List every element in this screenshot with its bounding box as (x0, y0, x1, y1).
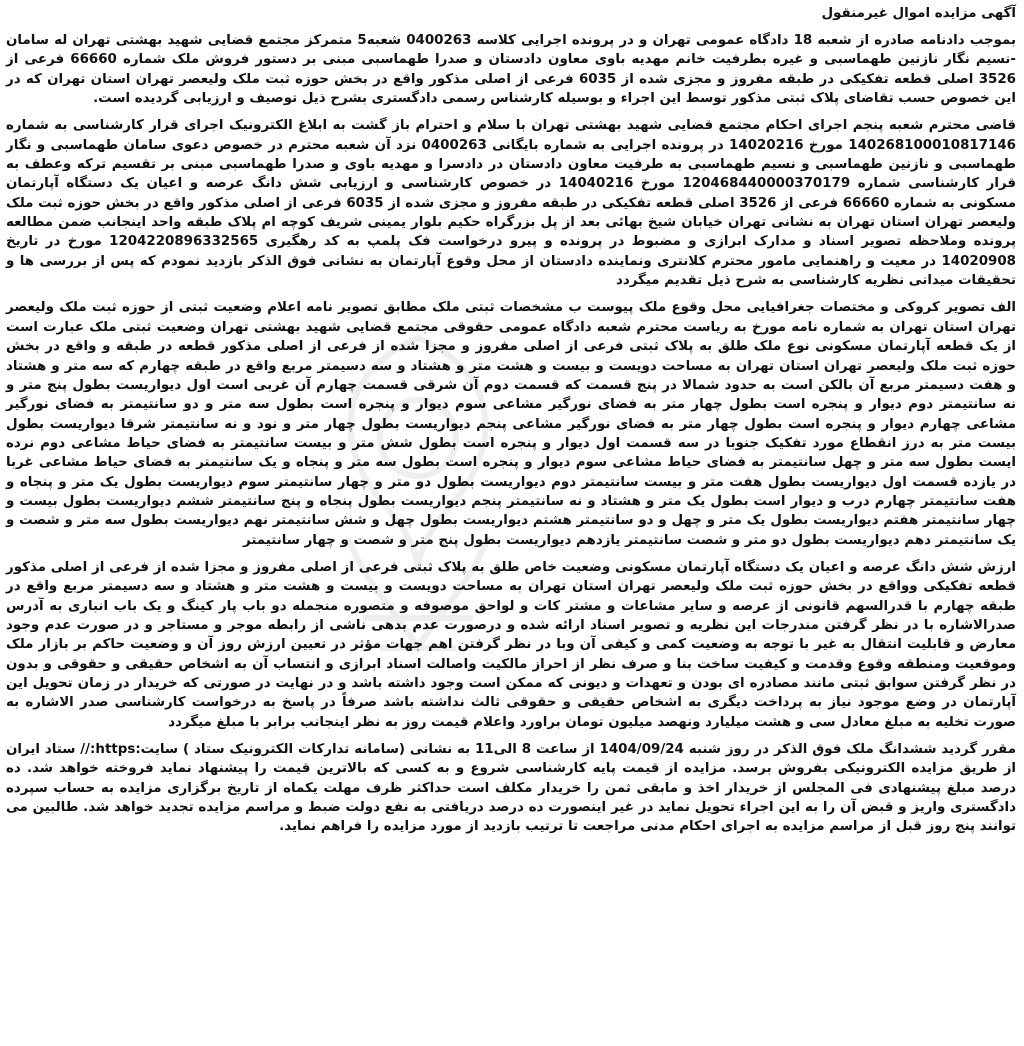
notice-title: آگهی مزایده اموال غیرمنقول (821, 6, 1016, 21)
paragraph-valuation: ارزش شش دانگ عرصه و اعیان یک دستگاه آپارتمان مسکونی وضعیت خاص طلق به پلاک ثبتی فرعی از اصلی مفروز و مجزا شده از فرعی از اصلی مذکور قطعه تفکیکی وواقع در بخش حوزه ثبت ملک ولیعصر تهران استان تهران به مساحت دویست و بیست و هشت متر و هشتاد و سه دسیمتر مربع واقع در طبقه چهارم با قدرالسهم قانونی از عرصه و سایر مشاعات و مشتر کات و لواحق موصوفه و متصوره منجمله دو باب پار کینگ و یک باب انباری به آدرس صدرالاشاره با در نظر گرفتن مندرجات این نظریه و تصویر اسناد ارائه شده و درصورت عدم بدهی ناشی از رابطه موجر و مستاجر و در صورت عدم وجود معارض و قابلیت انتقال به غیر با توجه به وضعیت کمی و کیفی آن وبا در نظر گرفتن اهم جهات مؤثر در تعیین ارزش روز آن و وضعیت حاکم بر بازار ملک وموقعیت ومنطقه وقوع وقدمت و کیفیت ساخت بنا و صرف نظر از احراز مالکیت واصالت اسناد ابرازی و انتساب آن به اشخاص حقیقی و حقوقی و بدون در نظر گرفتن سوابق ثبتی مانند مصادره ای بودن و تعهدات و دیونی که ممکن است وجود داشته باشد و در نهایت در صورتی که خریدار در زمان تحویل این آپارتمان در وضع موجود نیاز به پرداخت دیگری به اشخاص حقیقی و حقوقی ثالث نداشته باشد صرفاً در پاسخ به درخواست کارشناسی صدر الاشاره به صورت تخلیه به مبلغ معادل سی و هشت میلیارد ونهصد میلیون تومان براورد واعلام قیمت روز به نظر اینجانب برابر با مبلغ میگردد (6, 559, 1016, 730)
paragraph-auction-terms: مقرر گردید ششدانگ ملک فوق الذکر در روز شنبه 1404/09/24 از ساعت 8 الی11 به نشانی (سامانه تدارکات الکترونیک ستاد ) سایت:https:// ستاد ایران از طریق مزایده الکترونیکی بفروش برسد. مزایده از قیمت پایه کارشناسی شروع و به کسی که بالاترین قیمت را پیشنهاد نماید فروخته خواهد شد. ده درصد مبلغ پیشنهادی فی المجلس از خریدار اخذ و مابقی ثمن را خریدار مکلف است حداکثر ظرف مهلت یکماه از تاریخ برگزاری مزایده به حساب سپرده دادگستری واریز و قبض آن را به این اجراء تحویل نماید در غیر اینصورت ده درصد دریافتی به نفع دولت ضبط و مراسم مزایده تجدید خواهد شد. طالبین می توانند پنج روز قبل از مراسم مزایده به اجرای احکام مدنی مراجعت تا ترتیب بازدید از مورد مزایده را فراهم نماید. (6, 742, 1016, 835)
paragraph-expert-report: قاضی محترم شعبه پنجم اجرای احکام مجتمع قضایی شهید بهشتی تهران با سلام و احترام باز گشت به ابلاغ الکترونیک اجرای قرار کارشناسی به شماره 140268100010817146 مورخ 14020216 در پرونده اجرایی به شماره بایگانی 0400263 نزد آن شعبه محترم در خصوص دعوی سامان طهماسبی و نگار طهماسبی و نازنین طهماسبی و نسیم طهماسبی به طرفیت معاون دادستان در دادسرا و مهدیه باوی و صدرا طهماسبی مبنی بر تقسیم ترکه وعطف به قرار کارشناسی شماره 120468440000370179 مورخ 14040216 در خصوص کارشناسی و ارزیابی شش دانگ عرصه و اعیان یک دستگاه آپارتمان مسکونی به شماره 66660 فرعی از 3526 اصلی قطعه تفکیکی در طبقه مفروز و مجزی شده از 6035 فرعی از اصلی مذکور واقع در بخش حوزه ثبت ملک ولیعصر تهران استان تهران به نشانی تهران خیابان شیخ بهائی بعد از پل بزرگراه حکیم بلوار یمینی شریف کوچه ام پلاک طبقه واحد اینجانب ضمن مطالعه پرونده وملاحظه تصویر اسناد و مدارک ابرازی و مضبوط در پرونده و پیرو درخواست فک پلمپ به کد رهگیری 1204220896332565 مورخ در تاریخ 14020908 در معیت و راهنمایی مامور محترم کلانتری ونماینده دادستان از محل وقوع آپارتمان به نشانی فوق الذکر بازدید نمودم که پس از بررسی ها و تحقیقات میدانی نظریه کارشناسی به شرح ذیل تقدیم میگردد (6, 118, 1017, 289)
paragraph-intro: بموجب دادنامه صادره از شعبه 18 دادگاه عمومی تهران و در پرونده اجرایی کلاسه 0400263 شعبه5 متمرکز مجتمع قضایی شهید بهشتی تهران له سامان -نسیم نگار نازنین طهماسبی و غیره بطرفیت خانم مهدیه باوی معاون دادستان و صدرا طهماسبی مبنی بر دستور فروش ملک شماره 66660 فرعی از 3526 اصلی قطعه تفکیکی در طبقه مفروز و مجزی شده از 6035 فرعی از اصلی مذکور واقع در بخش حوزه ثبت ملک ولیعصر تهران استان تهران که در این خصوص حسب تقاضای پلاک ثبتی مذکور توسط این اجراء و بوسیله کارشناس رسمی دادگستری بشرح ذیل توصیف و ارزیابی گردیده است. (6, 33, 1016, 107)
paragraph-property-specs: الف تصویر کروکی و مختصات جغرافیایی محل وقوع ملک پیوست ب مشخصات ثبتی ملک مطابق تصویر نامه اعلام وضعیت ثبتی از حوزه ثبت ملک ولیعصر تهران استان تهران به شماره نامه مورخ به ریاست محترم شعبه دادگاه عمومی حقوقی مجتمع قضایی شهید بهشتی تهران وضعیت ثبتی ملک عبارت است از یک قطعه آپارتمان مسکونی نوع ملک طلق به پلاک ثبتی فرعی از اصلی مفروز و مجزا شده از فرعی از اصلی مذکور قطعه در طبقه و واقع در بخش حوزه ثبت ملک ولیعصر تهران استان تهران به مساحت دویست و بیست و هشت متر و هشتاد و سه دسیمتر مربع واقع در طبقه چهارم که سه متر و هشتاد و هفت دسیمتر مربع آن بالکن است به حدود شمالا در پنج قسمت که قسمت دوم آن شرقی قسمت چهارم آن غربی است اول دیواریست بطول پنج متر و نه سانتیمتر دوم دیوار و پنجره است بطول چهار متر به فضای نورگیر مشاعی سوم دیوار و پنجره است بطول سه متر و دو سانتیمتر به فضای نورگیر مشاعی چهارم دیوار و پنجره است بطول چهار متر به فضای نورگیر مشاعی پنجم دیواریست بطول چهار متر و نود و نه سانتیمتر شرقا دیواریست بطول بیست متر به درز انقطاع مورد تفکیک جنوبا در سه قسمت اول دیوار و پنجره است بطول شش متر و بیست سانتیمتر به فضای حیاط مشاعی دوم نرده ایست بطول سه متر و چهل سانتیمتر به فضای حیاط مشاعی سوم دیوار و پنجره است بطول سه متر و پنجاه و یک سانتیمتر به فضای حیاط مشاعی غربا در یازده قسمت اول دیواریست بطول هفت متر و بیست سانتیمتر دوم دیواریست بطول دو متر و چهار سانتیمتر سوم دیواریست بطول یک متر و پنجاه و هفت سانتیمتر چهارم درب و دیوار است بطول یک متر و هشتاد و نه سانتیمتر پنجم دیواریست بطول پنجاه و پنج سانتیمتر ششم دیواریست بطول بیست و چهار سانتیمتر هفتم دیواریست بطول یک متر و چهل و دو سانتیمتر هشتم دیواریست بطول چهل و شش سانتیمتر نهم دیواریست بطول سه متر و شصت و یک سانتیمتر دهم دیواریست بطول دو متر و شصت سانتیمتر یازدهم دیواریست بطول پنج متر و شصت و چهار سانتیمتر (6, 300, 1016, 548)
